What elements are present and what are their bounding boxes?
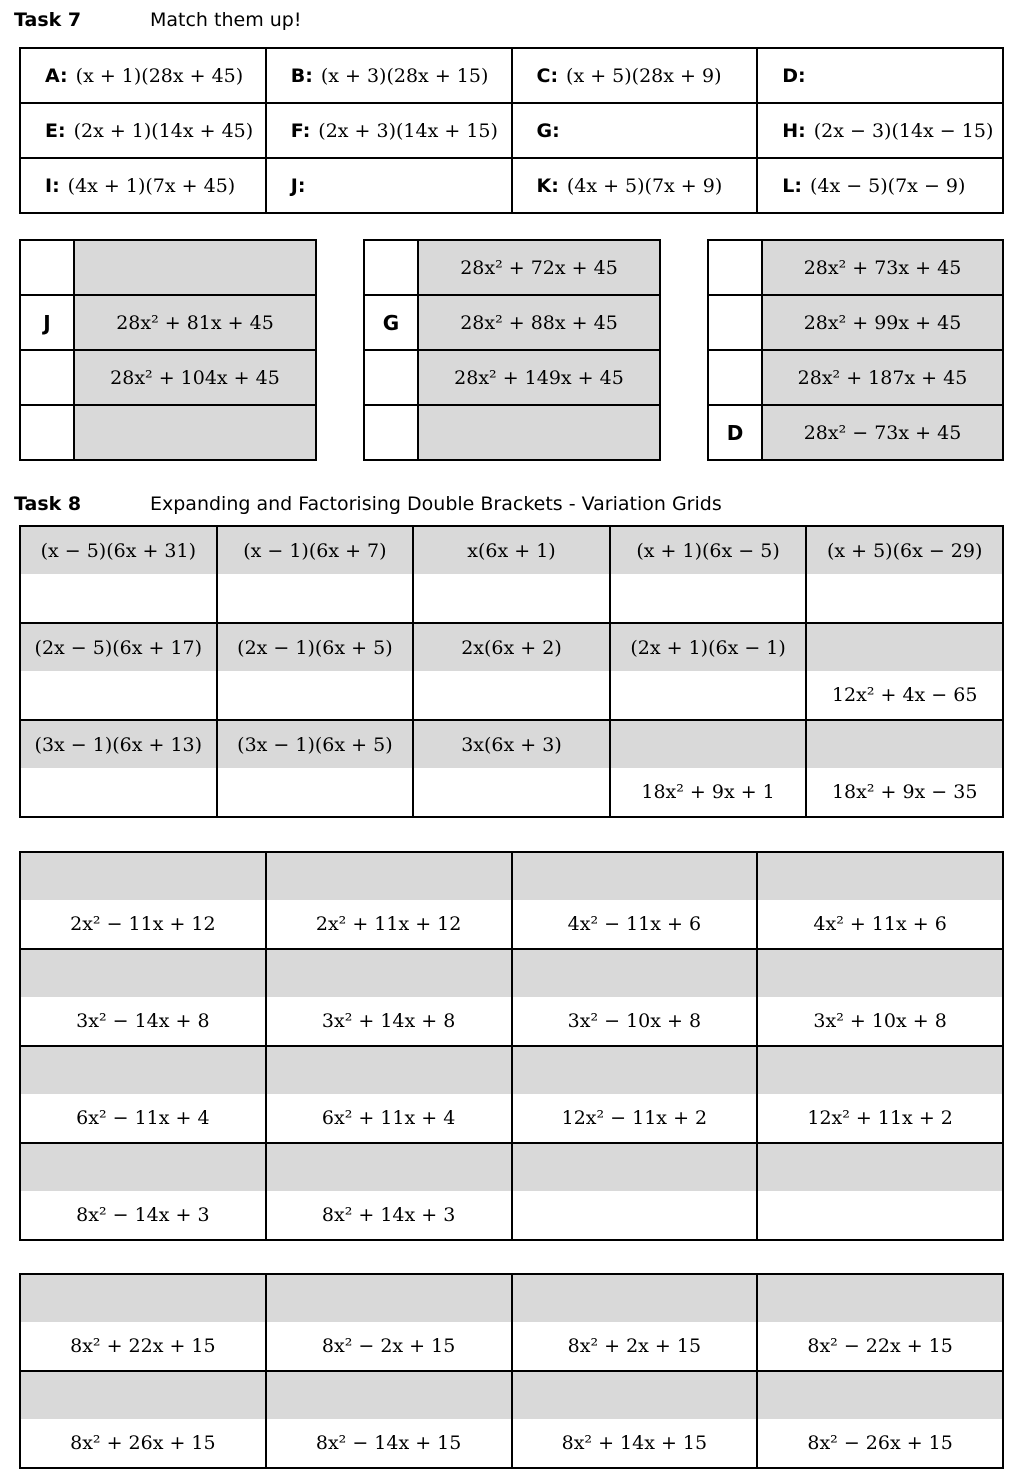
task8-header	[14, 491, 722, 517]
grid-cell: 4x² − 11x + 6	[512, 852, 758, 949]
grid-row	[20, 526, 1003, 623]
grid-row	[20, 949, 1003, 1046]
card-row	[20, 158, 1003, 213]
grid-cell: 3x(6x + 3)	[413, 720, 610, 817]
match-expression: 28x² + 187x + 45	[762, 350, 1003, 405]
match-expression: 28x² + 72x + 45	[418, 240, 660, 295]
match-letter	[364, 350, 418, 405]
card-row	[20, 48, 1003, 103]
grid-cell: (3x − 1)(6x + 13)	[20, 720, 217, 817]
card-cell: G:	[512, 103, 758, 158]
grid-row	[20, 623, 1003, 720]
grid-cell: 8x² + 22x + 15	[20, 1274, 266, 1371]
match-expression: 28x² + 81x + 45	[74, 295, 316, 350]
grid-cell: 6x² − 11x + 4	[20, 1046, 266, 1143]
grid-cell: 3x² − 14x + 8	[20, 949, 266, 1046]
match-expression	[418, 405, 660, 460]
grid-cell: (x + 5)(6x − 29)	[806, 526, 1003, 623]
grid-cell: 8x² + 2x + 15	[512, 1274, 758, 1371]
match-letter	[20, 405, 74, 460]
grid-cell: (2x + 1)(6x − 1)	[610, 623, 807, 720]
grid-cell: 3x² − 10x + 8	[512, 949, 758, 1046]
match-letter	[20, 240, 74, 295]
grid-cell: (3x − 1)(6x + 5)	[217, 720, 414, 817]
card-cell: A: (x + 1)(28x + 45)	[20, 48, 266, 103]
match-expression: 28x² + 104x + 45	[74, 350, 316, 405]
match-table-3	[707, 239, 1004, 461]
grid-cell: 18x² + 9x − 35	[806, 720, 1003, 817]
card-row	[20, 103, 1003, 158]
match-letter	[364, 240, 418, 295]
task8-title: Expanding and Factorising Double Brackets - Variation Grids	[150, 493, 722, 515]
grid-cell: 4x² + 11x + 6	[757, 852, 1003, 949]
grid-cell: 18x² + 9x + 1	[610, 720, 807, 817]
match-expression: 28x² + 88x + 45	[418, 295, 660, 350]
grid-row	[20, 1046, 1003, 1143]
grid-cell: 8x² + 14x + 15	[512, 1371, 758, 1468]
match-table-1	[19, 239, 317, 461]
match-letter	[364, 405, 418, 460]
card-cell: C: (x + 5)(28x + 9)	[512, 48, 758, 103]
card-cell: J:	[266, 158, 512, 213]
grid-cell: (x + 1)(6x − 5)	[610, 526, 807, 623]
grid-row	[20, 720, 1003, 817]
grid-cell: 8x² + 26x + 15	[20, 1371, 266, 1468]
match-expression	[74, 240, 316, 295]
match-letter	[708, 295, 762, 350]
grid-cell: (2x − 1)(6x + 5)	[217, 623, 414, 720]
card-cell: I: (4x + 1)(7x + 45)	[20, 158, 266, 213]
match-letter: J	[20, 295, 74, 350]
card-cell: F: (2x + 3)(14x + 15)	[266, 103, 512, 158]
grid-cell	[757, 1143, 1003, 1240]
factorise-grid-2	[19, 1273, 1004, 1469]
task7-card-grid	[19, 47, 1004, 214]
grid-cell	[512, 1143, 758, 1240]
card-cell: K: (4x + 5)(7x + 9)	[512, 158, 758, 213]
match-table-2	[363, 239, 661, 461]
grid-row	[20, 1274, 1003, 1371]
grid-cell: 2x² − 11x + 12	[20, 852, 266, 949]
grid-cell: (2x − 5)(6x + 17)	[20, 623, 217, 720]
match-expression: 28x² + 149x + 45	[418, 350, 660, 405]
card-cell: E: (2x + 1)(14x + 45)	[20, 103, 266, 158]
grid-cell: 8x² − 14x + 3	[20, 1143, 266, 1240]
grid-cell: 8x² − 2x + 15	[266, 1274, 512, 1371]
grid-cell: 3x² + 10x + 8	[757, 949, 1003, 1046]
match-letter	[708, 240, 762, 295]
grid-cell: 8x² + 14x + 3	[266, 1143, 512, 1240]
card-cell: B: (x + 3)(28x + 15)	[266, 48, 512, 103]
card-cell: H: (2x − 3)(14x − 15)	[757, 103, 1003, 158]
grid-cell: 8x² − 14x + 15	[266, 1371, 512, 1468]
grid-row	[20, 1371, 1003, 1468]
card-cell: L: (4x − 5)(7x − 9)	[757, 158, 1003, 213]
task7-title: Match them up!	[150, 9, 302, 31]
grid-cell: 12x² − 11x + 2	[512, 1046, 758, 1143]
grid-cell: (x − 1)(6x + 7)	[217, 526, 414, 623]
match-expression	[74, 405, 316, 460]
grid-cell: 6x² + 11x + 4	[266, 1046, 512, 1143]
grid-cell: 2x² + 11x + 12	[266, 852, 512, 949]
grid-cell: 3x² + 14x + 8	[266, 949, 512, 1046]
grid-cell: 12x² + 4x − 65	[806, 623, 1003, 720]
match-expression: 28x² + 99x + 45	[762, 295, 1003, 350]
match-expression: 28x² − 73x + 45	[762, 405, 1003, 460]
task8-variation-grid	[19, 525, 1004, 818]
task8-number: Task 8	[14, 493, 82, 515]
match-letter	[20, 350, 74, 405]
card-cell: D:	[757, 48, 1003, 103]
grid-row	[20, 1143, 1003, 1240]
match-letter: G	[364, 295, 418, 350]
grid-cell: 8x² − 26x + 15	[757, 1371, 1003, 1468]
factorise-grid-1	[19, 851, 1004, 1241]
task7-number: Task 7	[14, 9, 82, 31]
match-expression: 28x² + 73x + 45	[762, 240, 1003, 295]
task7-header	[14, 7, 301, 33]
match-letter	[708, 350, 762, 405]
grid-cell: 8x² − 22x + 15	[757, 1274, 1003, 1371]
grid-cell: (x − 5)(6x + 31)	[20, 526, 217, 623]
grid-row	[20, 852, 1003, 949]
match-letter: D	[708, 405, 762, 460]
grid-cell: x(6x + 1)	[413, 526, 610, 623]
grid-cell: 2x(6x + 2)	[413, 623, 610, 720]
grid-cell: 12x² + 11x + 2	[757, 1046, 1003, 1143]
